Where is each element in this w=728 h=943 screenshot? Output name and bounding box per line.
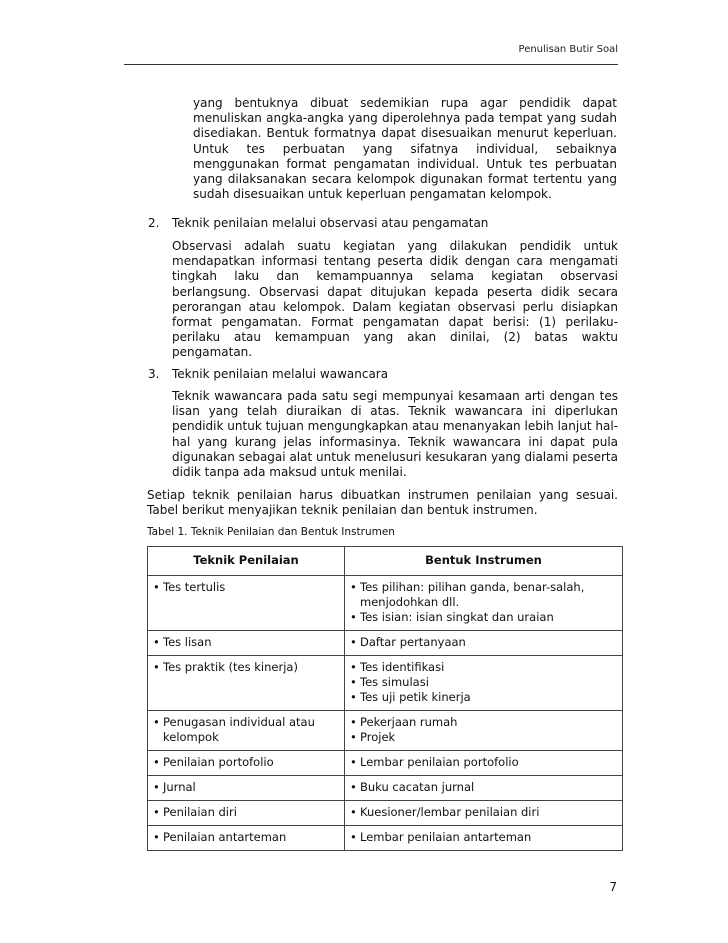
technique-cell [148, 776, 345, 801]
table-caption: Tabel 1. Teknik Penilaian dan Bentuk Instrumen [147, 526, 395, 538]
item-number: 3. [148, 367, 160, 381]
bullet-item: • Tes tertulis [153, 580, 339, 595]
instrument-cell [345, 776, 623, 801]
running-header-title: Penulisan Butir Soal [518, 44, 618, 55]
instrument-cell [345, 801, 623, 826]
technique-cell [148, 801, 345, 826]
item-heading: Teknik penilaian melalui observasi atau pengamatan [172, 216, 489, 230]
technique-cell [148, 751, 345, 776]
bullet-item: • Lembar penilaian portofolio [350, 755, 617, 770]
instrument-cell [345, 826, 623, 851]
observation-paragraph: Observasi adalah suatu kegiatan yang dilakukan pendidik untuk mendapatkan informasi tentang peserta didik dengan cara mengamati tingkah laku dan kemampuannya selama kegiatan observasi berlangsung. Observasi dapat ditujukan kepada peserta didik secara perorangan atau kelompok. Dalam kegiatan observasi perlu disiapkan format pengamatan. Format pengamatan dapat berisi: (1) perilaku-perilaku atau kemampuan yang akan dinilai, (2) batas waktu pengamatan. [172, 239, 618, 360]
table-row [148, 711, 623, 751]
interview-paragraph: Teknik wawancara pada satu segi mempunyai kesamaan arti dengan tes lisan yang telah diuraikan di atas. Teknik wawancara ini diperlukan pendidik untuk tujuan mengungkapkan atau menanyakan lebih lanjut hal-hal yang kurang jelas informasinya. Teknik wawancara ini dapat pula digunakan sebagai alat untuk menelusuri kesukaran yang dialami peserta didik tanpa ada maksud untuk menilai. [172, 389, 618, 480]
bullet-item: • Projek [350, 730, 617, 745]
bullet-item: • Tes praktik (tes kinerja) [153, 660, 339, 675]
table-row [148, 576, 623, 631]
technique-cell [148, 576, 345, 631]
bullet-item: • Penugasan individual atau kelompok [153, 715, 339, 745]
bullet-item: • Tes pilihan: pilihan ganda, benar-salah, menjodohkan dll. [350, 580, 617, 610]
header-rule [124, 64, 618, 65]
instrument-cell [345, 711, 623, 751]
item-heading: Teknik penilaian melalui wawancara [172, 367, 389, 381]
instrument-cell [345, 751, 623, 776]
table-header-row [148, 547, 623, 576]
table-row [148, 776, 623, 801]
technique-cell [148, 826, 345, 851]
bullet-item: • Jurnal [153, 780, 339, 795]
table-row [148, 826, 623, 851]
bullet-item: • Tes identifikasi [350, 660, 617, 675]
bullet-item: • Daftar pertanyaan [350, 635, 617, 650]
column-header-technique: Teknik Penilaian [148, 547, 345, 576]
bullet-item: • Tes isian: isian singkat dan uraian [350, 610, 617, 625]
bullet-item: • Lembar penilaian antarteman [350, 830, 617, 845]
instrument-cell [345, 576, 623, 631]
table-row [148, 656, 623, 711]
bullet-item: • Penilaian diri [153, 805, 339, 820]
technique-cell [148, 656, 345, 711]
instrument-cell [345, 631, 623, 656]
table-row [148, 751, 623, 776]
bullet-item: • Penilaian portofolio [153, 755, 339, 770]
bullet-item: • Kuesioner/lembar penilaian diri [350, 805, 617, 820]
column-header-instrument: Bentuk Instrumen [345, 547, 623, 576]
bullet-item: • Penilaian antarteman [153, 830, 339, 845]
bullet-item: • Tes lisan [153, 635, 339, 650]
continuation-paragraph: yang bentuknya dibuat sedemikian rupa agar pendidik dapat menuliskan angka-angka yang diperolehnya pada tempat yang sudah disediakan. Bentuk formatnya dapat disesuaikan menurut keperluan. Untuk tes perbuatan yang sifatnya individual, sebaiknya menggunakan format pengamatan individual. Untuk tes perbuatan yang dilaksanakan secara kelompok digunakan format tertentu yang sudah disesuaikan untuk keperluan pengamatan kelompok. [193, 96, 617, 202]
technique-cell [148, 711, 345, 751]
technique-cell [148, 631, 345, 656]
bullet-item: • Buku cacatan jurnal [350, 780, 617, 795]
bullet-item: • Pekerjaan rumah [350, 715, 617, 730]
bullet-item: • Tes simulasi [350, 675, 617, 690]
assessment-table [147, 546, 623, 851]
summary-paragraph: Setiap teknik penilaian harus dibuatkan instrumen penilaian yang sesuai. Tabel berikut menyajikan teknik penilaian dan bentuk instrumen. [147, 488, 618, 518]
table-row [148, 631, 623, 656]
page-number: 7 [609, 880, 617, 894]
bullet-item: • Tes uji petik kinerja [350, 690, 617, 705]
item-number: 2. [148, 216, 160, 230]
instrument-cell [345, 656, 623, 711]
table-row [148, 801, 623, 826]
